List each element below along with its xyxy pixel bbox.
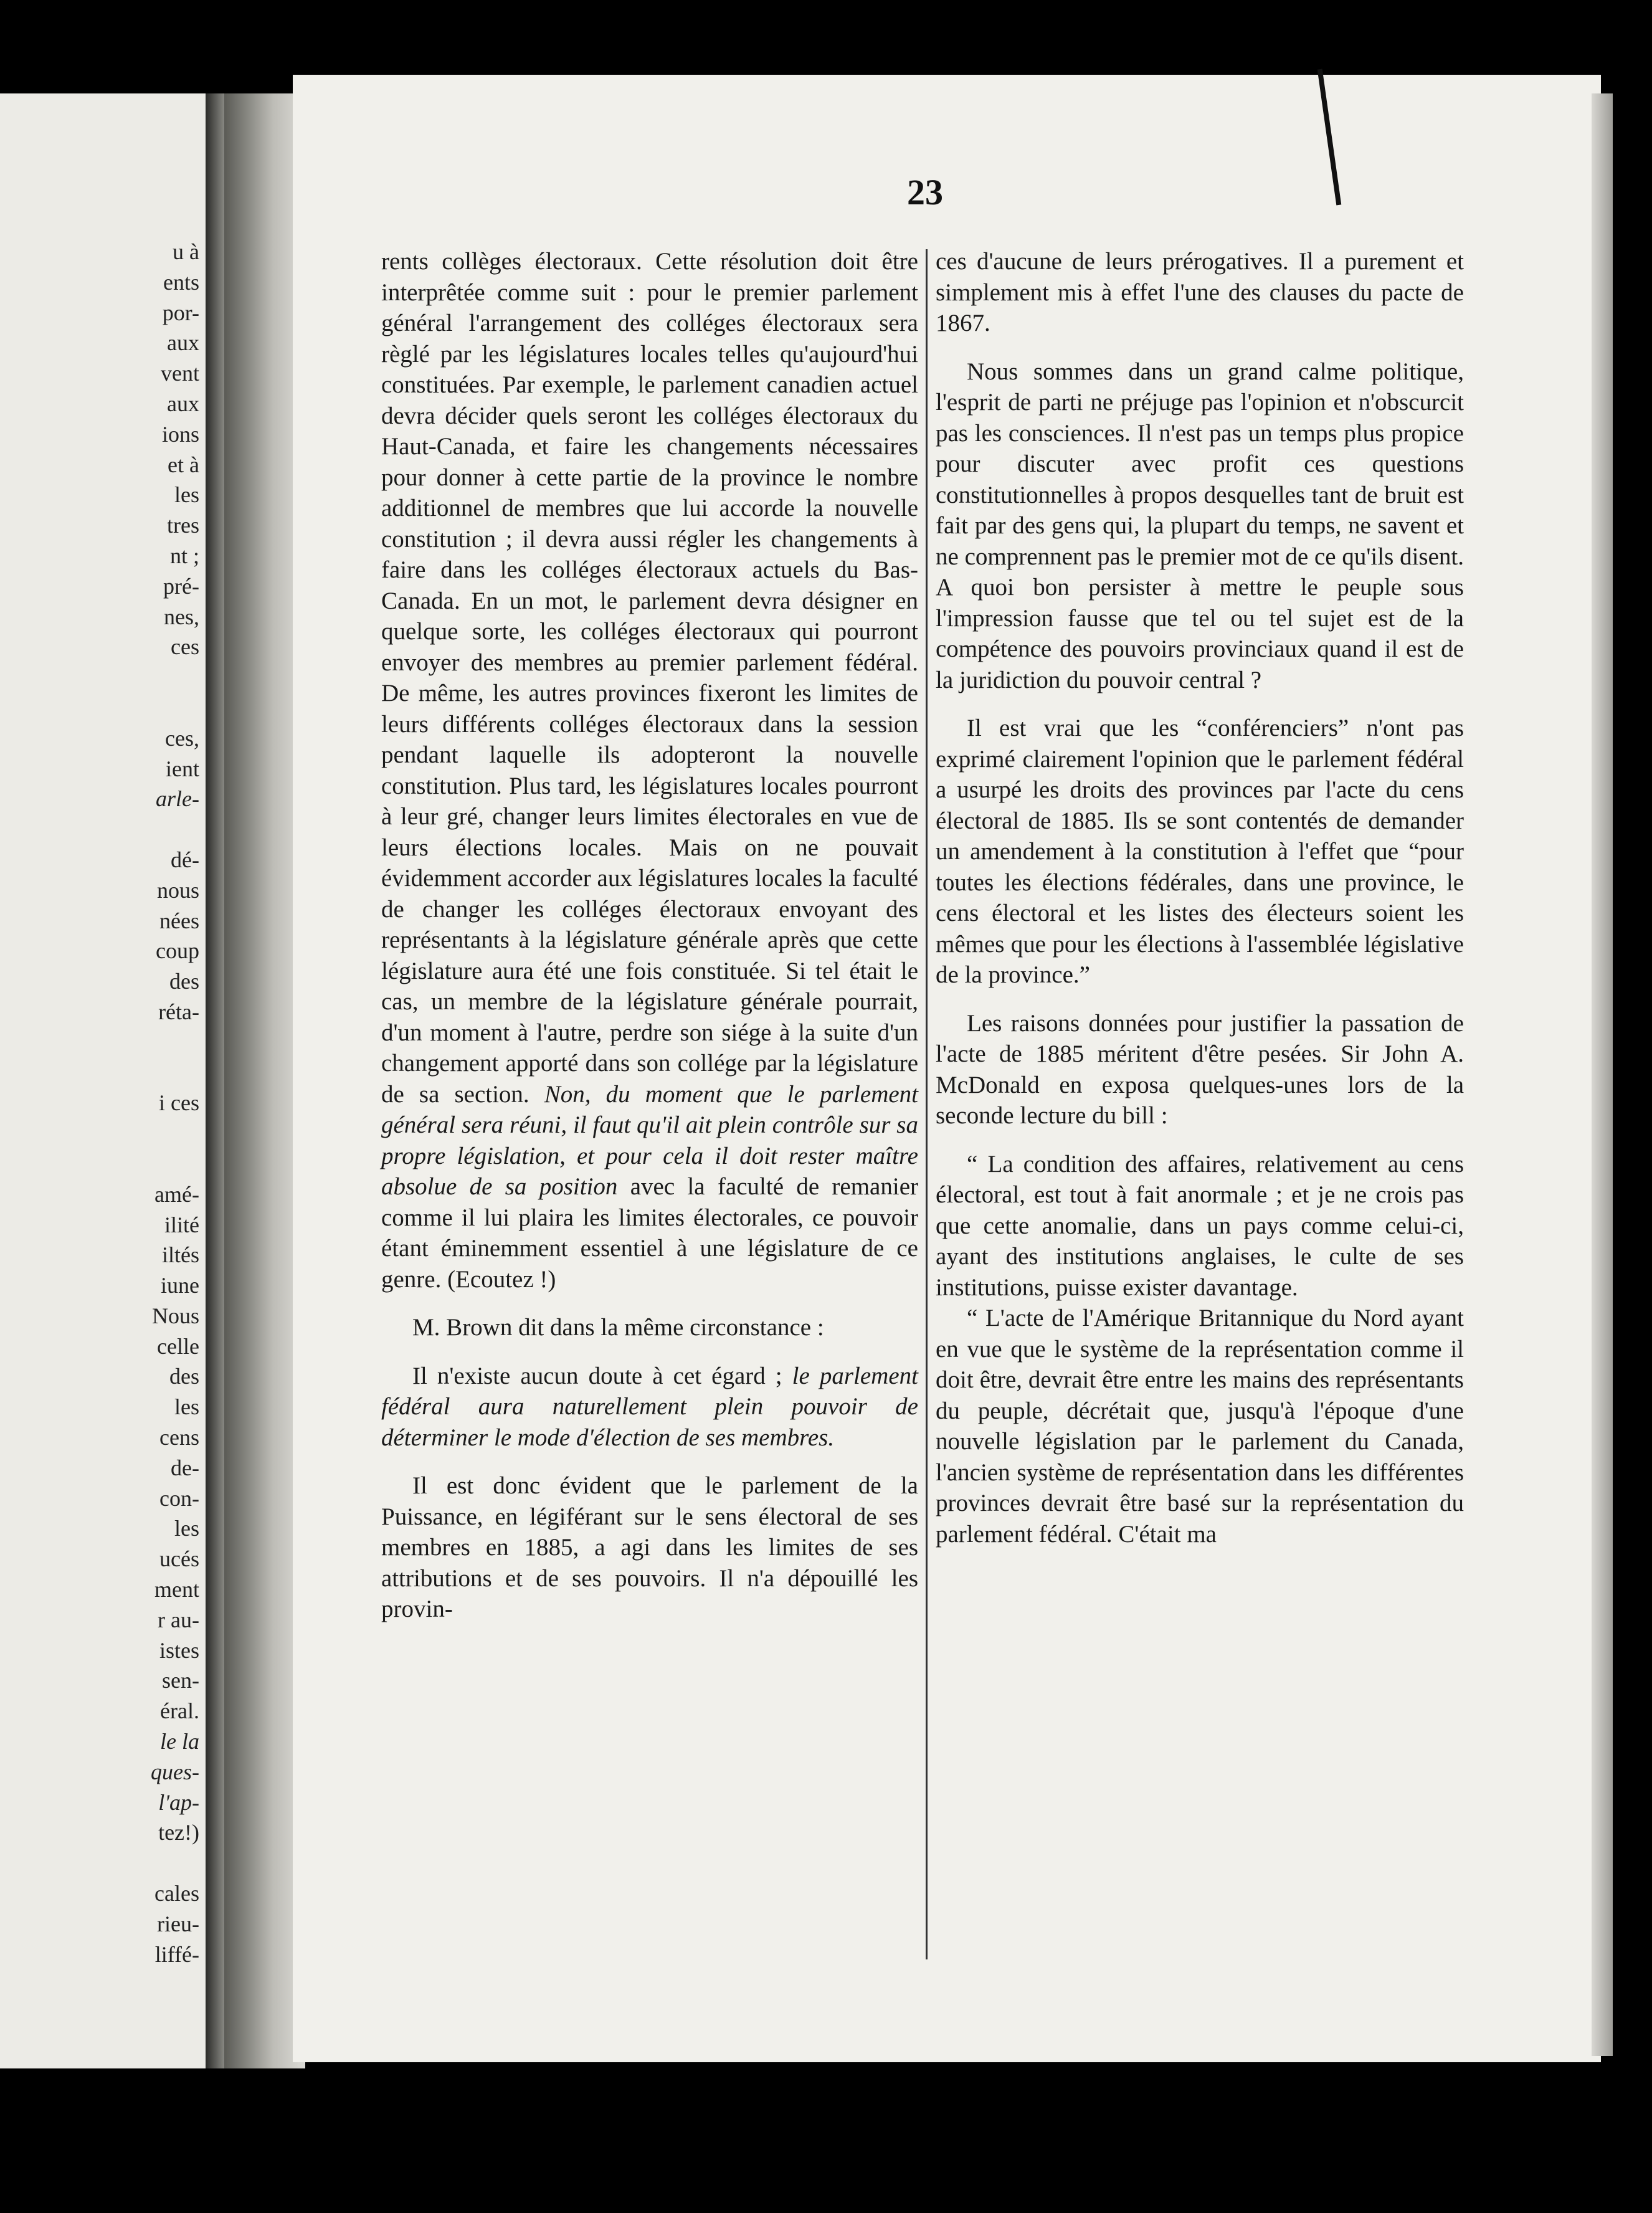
facing-text-fragment: sen- xyxy=(162,1668,199,1693)
facing-text-fragment: liffé- xyxy=(154,1941,199,1967)
facing-text-fragment: ilité xyxy=(164,1212,199,1237)
page-number: 23 xyxy=(907,172,943,212)
facing-text-fragment: pré- xyxy=(163,573,199,599)
facing-text-fragment: ucés xyxy=(159,1546,199,1572)
facing-text-fragment: ques- xyxy=(151,1759,199,1784)
facing-text-fragment: amé- xyxy=(154,1181,199,1207)
quote-paragraph xyxy=(381,1361,918,1454)
quote-paragraph: “ L'acte de l'Amérique Britannique du Nord ayant en vue que le système de la représentation comme il doit être, devrait être entre les mains des représentants du peuple, décrétait que, jusqu'à l'époque d'une nouvelle législation par le parlement du Canada, l'ancien système de représentation dans les différentes provinces devrait être basé sur la représentation du parlement fédéral. C'était ma xyxy=(936,1305,1464,1548)
facing-text-fragment: iune xyxy=(161,1273,199,1298)
paragraph xyxy=(381,246,918,1295)
facing-text-fragment: coup xyxy=(156,938,199,964)
facing-text-fragment: rieu- xyxy=(157,1911,199,1936)
facing-text-fragment: éral. xyxy=(160,1698,199,1724)
facing-text-fragment xyxy=(0,693,199,723)
facing-text-fragment: i ces xyxy=(159,1090,199,1116)
facing-text-fragment: dé- xyxy=(171,847,199,872)
facing-text-fragment: tres xyxy=(167,513,199,538)
facing-page xyxy=(0,93,224,2068)
facing-text-fragment: ces, xyxy=(165,725,199,751)
paragraph: ces d'aucune de leurs prérogatives. Il a purement et simplement mis à effet l'une des clauses du pacte de 1867. xyxy=(936,248,1464,336)
facing-text-fragment: ents xyxy=(163,269,199,295)
paragraph: Les raisons données pour justifier la passation de l'acte de 1885 méritent d'être pesées. Sir John A. McDonald en exposa quelques-unes lors de la seconde lecture du bill : xyxy=(936,1009,1464,1129)
paragraph: Il est vrai que les “conférenciers” n'ont pas exprimé clairement l'opinion que le parlement fédéral a usurpé les droits des provinces par l'acte du cens électoral de 1885. Ils se sont contentés de demander un amendement à la constitution à l'effet que “pour toutes les élections fédérales, dans une province, le cens électoral et les listes des électeurs soient les mêmes que pour les élections à l'assemblée législative de la province.” xyxy=(936,715,1464,988)
facing-text-fragment: iltés xyxy=(162,1242,199,1268)
facing-text-fragment: des xyxy=(169,1364,199,1389)
facing-text-fragment: r au- xyxy=(158,1607,199,1632)
facing-text-fragment: u à xyxy=(173,239,199,264)
italic-text: Non, du moment que le parlement général sera réuni, il faut qu'il ait plein contrôle sur sa propre législation, et pour cela il doit rester maître absolue de sa position xyxy=(381,1080,919,1200)
facing-text-fragment xyxy=(0,1848,199,1878)
facing-text-fragment xyxy=(0,662,199,693)
facing-text-fragment: aux xyxy=(167,391,199,416)
facing-text-fragment: nt ; xyxy=(169,543,199,568)
left-column xyxy=(381,246,918,1625)
facing-text-fragment: réta- xyxy=(158,999,199,1024)
facing-text-fragment xyxy=(0,1149,199,1179)
page-edge xyxy=(1592,93,1613,2056)
paragraph-text: rents collèges électoraux. Cette résolution doit être interprêtée comme suit : pour le premier parlement général l'arrangement des colléges électoraux sera règlé par les législatures locales telles qu'aujourd'hui constituées. Par exemple, le parlement canadien actuel devra décider quels seront les colléges électoraux du Haut-Canada, et faire les changements nécessaires pour donner à cette partie de la province le nombre additionnel de membres que lui accorde la nouvelle constitution ; il devra aussi régler les changements à faire dans les colléges électoraux actuels du Bas-Canada. En un mot, le parlement devra désigner en quelque sorte, les colléges électoraux qui pourront envoyer des membres au premier parlement fédéral. De même, les autres provinces fixeront les limites de leurs différents colléges électoraux dans la session pendant laquelle ils adopteront la nouvelle constitution. Plus tard, les législatures locales pourront à leur gré, changer leurs limites électorales en vue de leurs élections locales. Mais on ne pouvait évidemment accorder aux législatures locales la faculté de changer les colléges électoraux envoyant des représentants à la législature générale après que cette législature aura été une fois constituée. Si tel était le cas, un membre de la législature générale pourrait, d'un moment à l'autre, perdre son siége à la suite d'un changement apporté dans son collége par la législature de sa section. xyxy=(381,248,918,1108)
facing-text-fragment: celle xyxy=(157,1333,199,1359)
facing-text-fragment: cens xyxy=(159,1425,199,1450)
facing-text-fragment: por- xyxy=(162,300,199,325)
facing-text-fragment: l'ap- xyxy=(158,1789,199,1815)
facing-text-fragment: de- xyxy=(171,1455,199,1480)
facing-text-fragment: istes xyxy=(159,1637,199,1663)
facing-text-fragment: ient xyxy=(166,756,199,781)
facing-text-fragment: le la xyxy=(160,1729,199,1754)
paragraph: M. Brown dit dans la même circonstance : xyxy=(412,1314,824,1341)
quote-paragraph: “ La condition des affaires, relativement au cens électoral, est tout à fait anormale ; et je ne crois pas que cette anomalie, dans un pays comme celui-ci, ayant des institutions anglaises, le culte de ses institutions, puisse exister davantage. xyxy=(936,1150,1464,1301)
facing-text-fragment: nous xyxy=(156,877,199,903)
facing-text-fragment: aux xyxy=(167,330,199,356)
facing-text-fragment: ment xyxy=(154,1577,199,1602)
quote-text: Il n'existe aucun doute à cet égard ; xyxy=(412,1362,782,1389)
facing-text-fragment xyxy=(0,1118,199,1149)
facing-text-fragment: Nous xyxy=(151,1303,199,1328)
right-column xyxy=(936,246,1464,1549)
facing-text-fragment xyxy=(0,1027,199,1058)
facing-text-fragment: tez!) xyxy=(158,1820,199,1845)
facing-page-text xyxy=(0,237,199,1969)
facing-text-fragment: les xyxy=(174,482,199,508)
facing-text-fragment: vent xyxy=(161,361,199,386)
facing-text-fragment: cales xyxy=(154,1881,199,1906)
italic-text: le parlement fédéral aura naturellement plein pouvoir de déterminer le mode d'élection de ses membres. xyxy=(381,1362,918,1451)
facing-text-fragment: con- xyxy=(159,1485,199,1511)
facing-text-fragment xyxy=(0,1058,199,1088)
facing-text-fragment: ions xyxy=(161,421,199,447)
facing-text-fragment: nées xyxy=(159,908,199,933)
facing-text-fragment: les xyxy=(174,1516,199,1541)
facing-text-fragment: les xyxy=(174,1394,199,1420)
facing-text-fragment: ces xyxy=(171,634,199,660)
facing-text-fragment: arle- xyxy=(156,786,199,812)
paragraph-text: avec la faculté de remanier comme il lui plaira les limites électorales, ce pouvoir étant éminemment essentiel à une législature de ce genre. (Ecoutez !) xyxy=(381,1173,919,1293)
facing-text-fragment: nes, xyxy=(164,604,199,629)
column-divider xyxy=(926,249,928,1959)
facing-text-fragment xyxy=(0,814,199,845)
facing-text-fragment: et à xyxy=(168,452,199,477)
paragraph: Nous sommes dans un grand calme politique, l'esprit de parti ne préjuge pas l'opinion et n'obscurcit pas les consciences. Il n'est pas un temps plus propice pour discuter avec profit ces questions constitutionnelles à propos desquelles tant de bruit est fait par des gens qui, la plupart du temps, ne savent et ne comprennent pas le premier mot de ce qu'ils disent. A quoi bon persister à mettre le peuple sous l'impression fausse que tel ou tel sujet est de la compétence des pouvoirs provinciaux quand il est de la juridiction du pouvoir central ? xyxy=(936,358,1464,693)
paragraph: Il est donc évident que le parlement de la Puissance, en légiférant sur le sens électoral de ses membres en 1885, a agi dans les limites de ses attributions et de ses pouvoirs. Il n'a dépouillé les provin- xyxy=(381,1472,918,1622)
facing-text-fragment: des xyxy=(169,969,199,994)
